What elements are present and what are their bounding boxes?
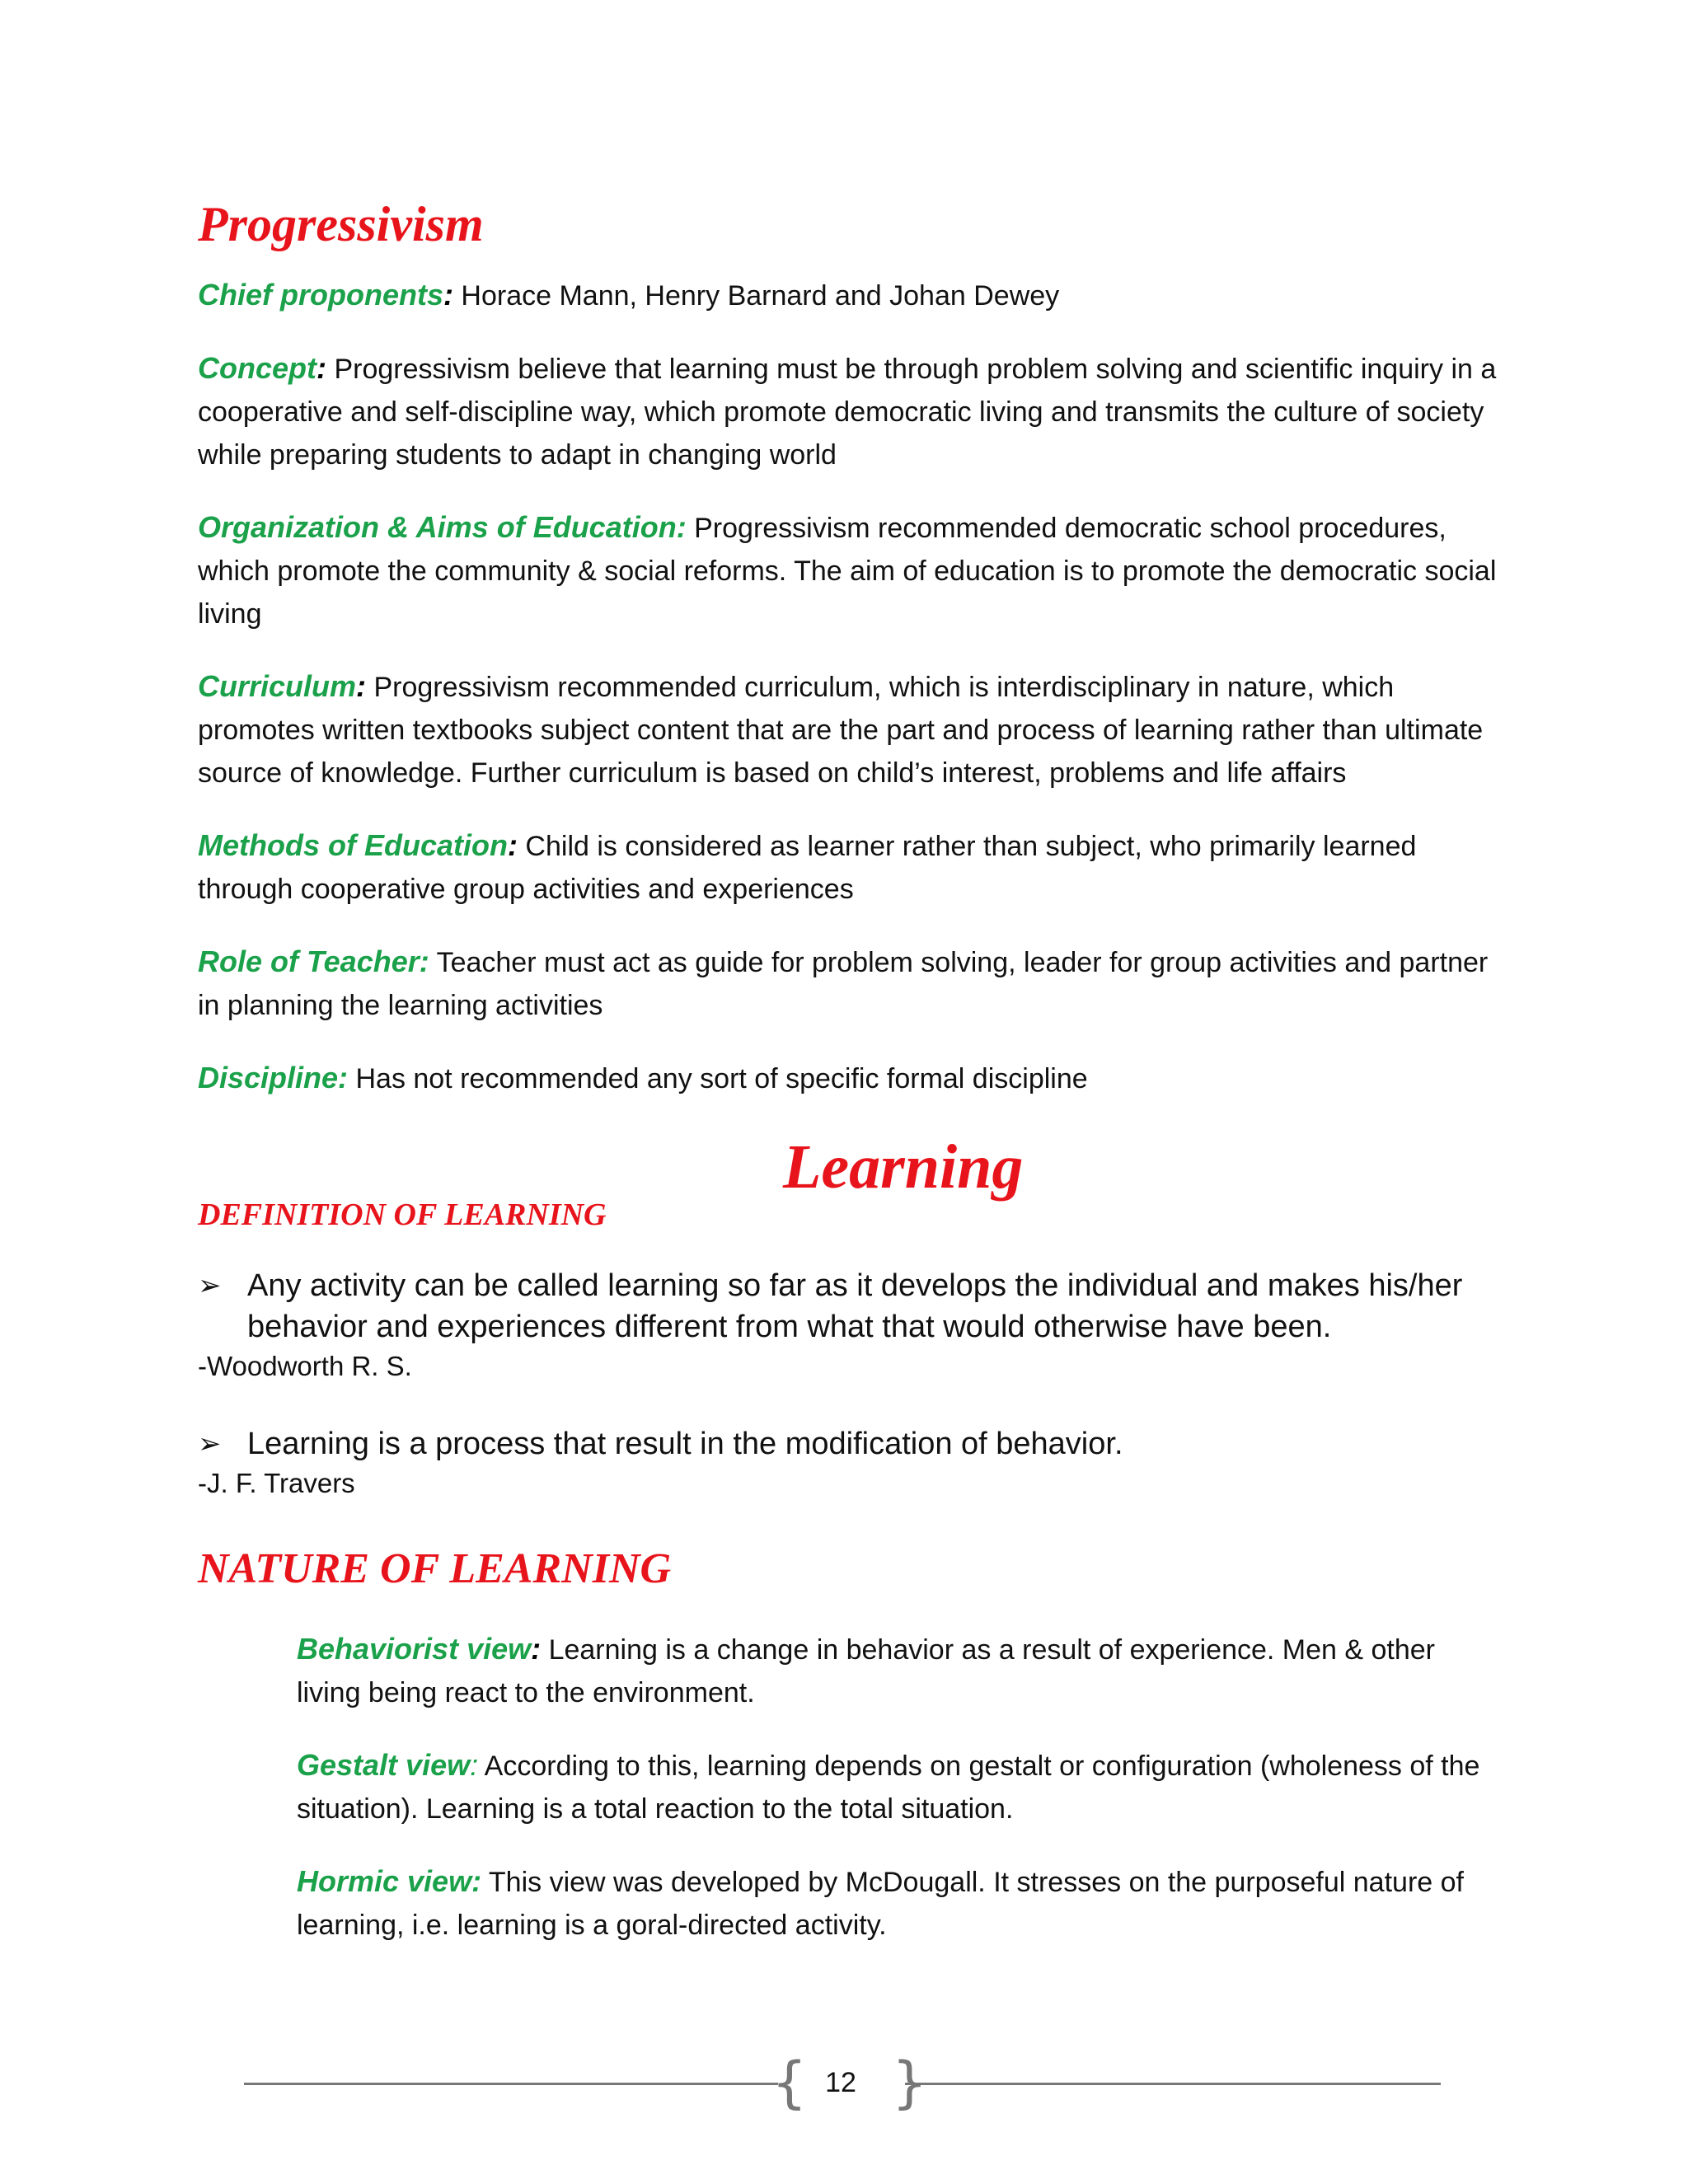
views-list bbox=[297, 1628, 1500, 1947]
footer-rule-right bbox=[905, 2083, 1441, 2085]
discipline-paragraph bbox=[198, 1057, 1500, 1100]
discipline-text: Has not recommended any sort of specific formal discipline bbox=[348, 1063, 1088, 1094]
methods-colon: : bbox=[507, 828, 518, 862]
behaviorist-view-text: Learning is a change in behavior as a result of experience. Men & other living being react to the environment. bbox=[297, 1634, 1436, 1708]
definition-item-1 bbox=[198, 1265, 1500, 1347]
gestalt-view-colon: : bbox=[470, 1748, 479, 1782]
learning-title: Learning bbox=[783, 1132, 1024, 1202]
organization-aims-text: Progressivism recommended democratic school procedures, which promote the community & social reforms. The aim of education is to promote the democratic social living bbox=[198, 513, 1497, 630]
gestalt-view-text: According to this, learning depends on gestalt or configuration (wholeness of the situation). Learning is a total reaction to the total situation. bbox=[297, 1750, 1480, 1825]
methods-paragraph bbox=[198, 824, 1500, 911]
organization-aims-label: Organization & Aims of Education: bbox=[198, 510, 687, 544]
right-brace-icon: } bbox=[892, 2050, 928, 2116]
concept-paragraph bbox=[198, 347, 1500, 476]
definition-item-2 bbox=[198, 1423, 1500, 1465]
methods-text: Child is considered as learner rather than subject, who primarily learned through cooperative group activities and experiences bbox=[198, 831, 1417, 905]
hormic-view-text: This view was developed by McDougall. It stresses on the purposeful nature of learning, i.e. learning is a goral-directed activity. bbox=[297, 1867, 1464, 1941]
arrow-bullet-icon: ➢ bbox=[198, 1270, 222, 1301]
chief-proponents-text: Horace Mann, Henry Barnard and Johan Dewey bbox=[452, 280, 1060, 312]
definition-text-1: Any activity can be called learning so far as it develops the individual and makes his/her behavior and experiences different from what that would otherwise have been. bbox=[247, 1268, 1463, 1344]
behaviorist-view-colon: : bbox=[531, 1632, 542, 1666]
nature-of-learning-heading: NATURE OF LEARNING bbox=[198, 1545, 672, 1592]
curriculum-paragraph bbox=[198, 665, 1500, 794]
definition-of-learning-heading: DEFINITION OF LEARNING bbox=[198, 1197, 607, 1232]
curriculum-label: Curriculum bbox=[198, 669, 357, 703]
gestalt-view-label: Gestalt view bbox=[297, 1748, 471, 1782]
definition-author-1: -Woodworth R. S. bbox=[198, 1351, 412, 1381]
concept-colon: : bbox=[316, 351, 326, 385]
hormic-view-paragraph bbox=[297, 1860, 1500, 1947]
chief-proponents-colon: : bbox=[443, 278, 453, 312]
left-brace-icon: { bbox=[771, 2050, 808, 2116]
curriculum-colon: : bbox=[356, 669, 367, 703]
definition-text-2: Learning is a process that result in the modification of behavior. bbox=[247, 1427, 1123, 1461]
role-teacher-paragraph bbox=[198, 940, 1500, 1027]
arrow-bullet-icon: ➢ bbox=[198, 1428, 222, 1460]
progressivism-title: Progressivism bbox=[198, 197, 484, 251]
gestalt-view-paragraph bbox=[297, 1744, 1500, 1830]
definition-author-2: -J. F. Travers bbox=[198, 1468, 355, 1498]
methods-label: Methods of Education bbox=[198, 828, 508, 862]
role-teacher-label: Role of Teacher: bbox=[198, 944, 429, 978]
concept-label: Concept bbox=[198, 351, 316, 385]
concept-text: Progressivism believe that learning must be through problem solving and scientific inquiry in a cooperative and self-discipline way, which promote democratic living and transmits the culture of society while preparing students to adapt in changing world bbox=[198, 354, 1497, 471]
role-teacher-text: Teacher must act as guide for problem solving, leader for group activities and partner in planning the learning activities bbox=[198, 947, 1489, 1021]
page-number: 12 bbox=[825, 2067, 856, 2098]
curriculum-text: Progressivism recommended curriculum, which is interdisciplinary in nature, which promotes written textbooks subject content that are the part and process of learning rather than ultimate source of knowledge. Further curriculum is based on child’s interest, problems and life affairs bbox=[198, 672, 1484, 789]
hormic-view-label: Hormic view: bbox=[297, 1864, 482, 1898]
footer-rule-left bbox=[244, 2083, 778, 2085]
organization-aims-paragraph bbox=[198, 506, 1500, 635]
page-content bbox=[198, 191, 1500, 1976]
behaviorist-view-paragraph bbox=[297, 1628, 1500, 1714]
discipline-label: Discipline: bbox=[198, 1061, 349, 1094]
chief-proponents-label: Chief proponents bbox=[198, 278, 443, 312]
learning-header-block bbox=[198, 1130, 1500, 1237]
chief-proponents-paragraph bbox=[198, 274, 1500, 317]
behaviorist-view-label: Behaviorist view bbox=[297, 1632, 532, 1666]
